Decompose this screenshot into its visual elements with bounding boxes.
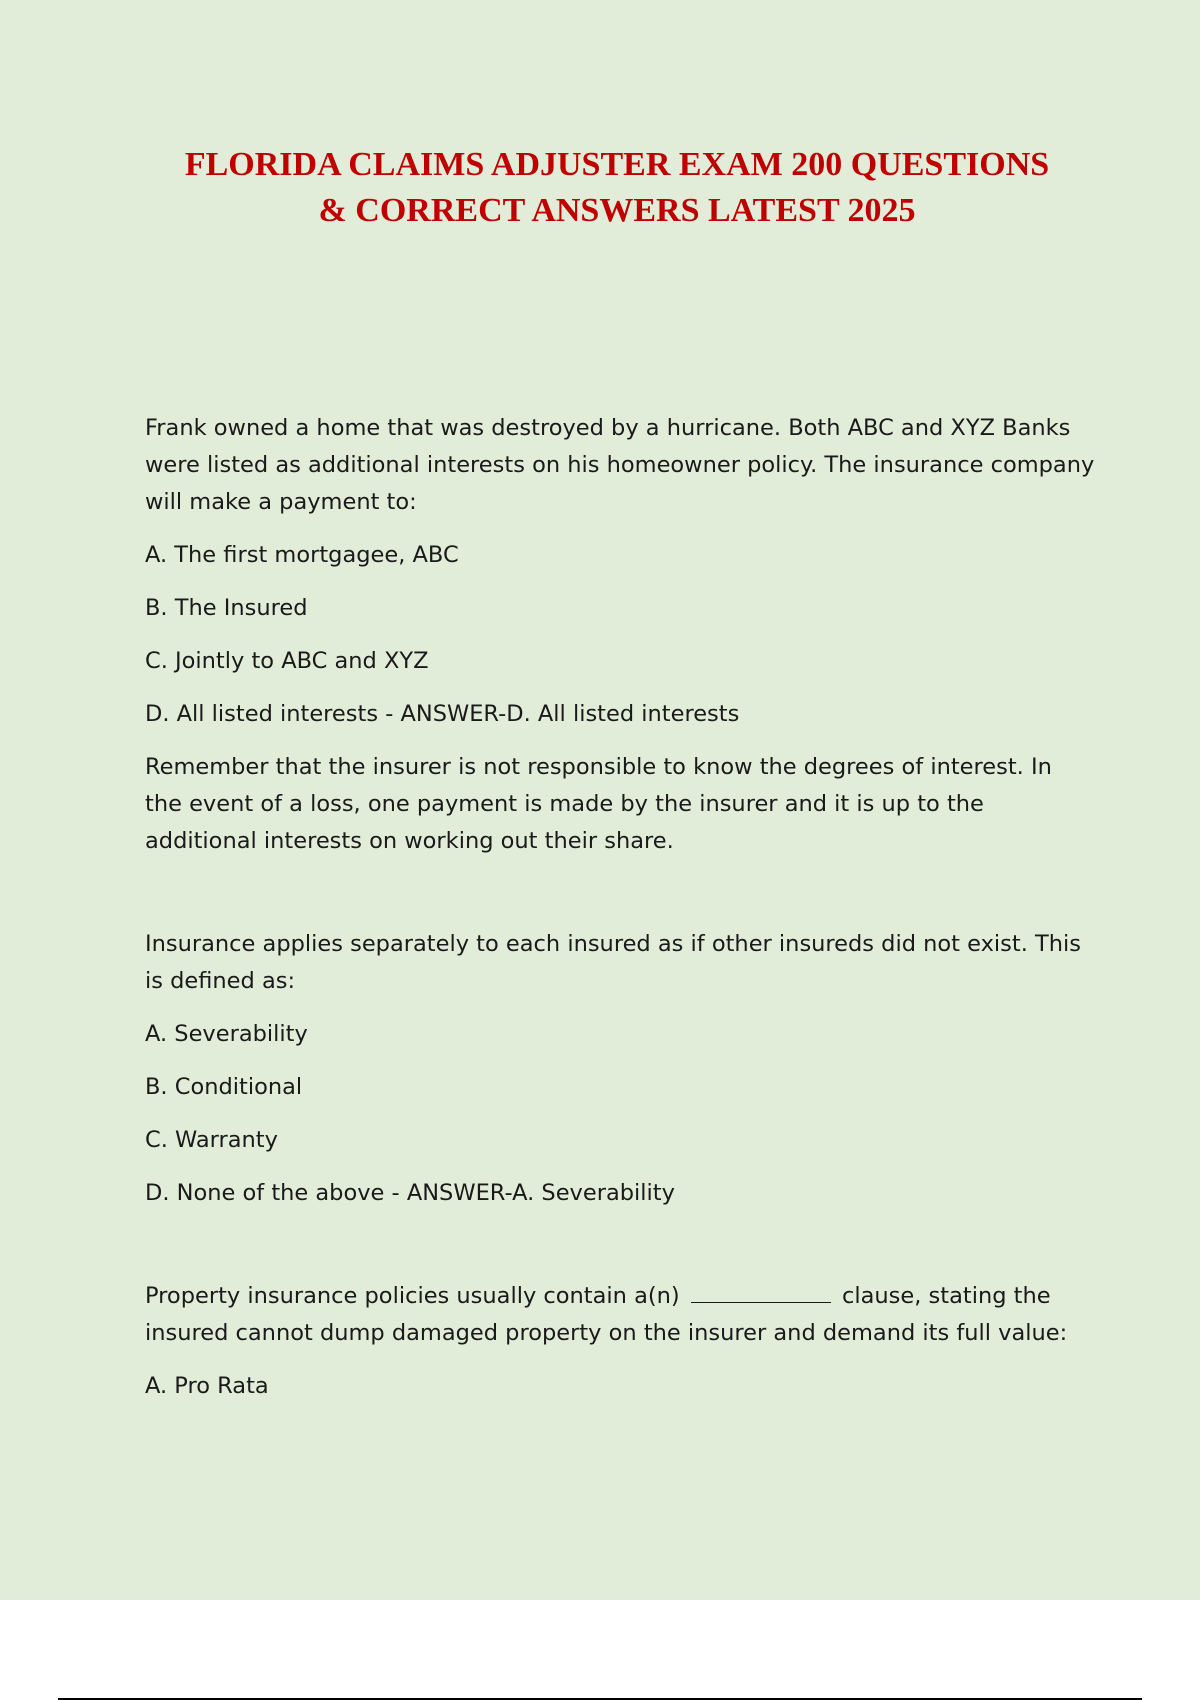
question-text bbox=[145, 1278, 1095, 1352]
question-block bbox=[145, 410, 1095, 860]
title-line-2: & CORRECT ANSWERS LATEST 2025 bbox=[318, 192, 916, 229]
question-text: Insurance applies separately to each insured as if other insureds did not exist. This is defined as: bbox=[145, 931, 1081, 994]
question-block bbox=[145, 1278, 1095, 1405]
question-text-end: clause, stating the insured cannot dump damaged property on the insurer and demand its full value: bbox=[145, 1283, 1068, 1346]
fill-in-blank bbox=[691, 1278, 831, 1303]
answer-option: A. The first mortgagee, ABC bbox=[145, 542, 459, 568]
document-title bbox=[0, 142, 1200, 234]
question-text: Frank owned a home that was destroyed by a hurricane. Both ABC and XYZ Banks were listed as additional interests on his homeowner policy. The insurance company will make a payment to: bbox=[145, 415, 1095, 515]
answer-option: B. Conditional bbox=[145, 1074, 303, 1100]
title-line-1: FLORIDA CLAIMS ADJUSTER EXAM 200 QUESTIONS bbox=[184, 146, 1050, 183]
answer-option: C. Warranty bbox=[145, 1127, 278, 1153]
answer-option: A. Severability bbox=[145, 1021, 308, 1047]
answer-option: D. None of the above - ANSWER-A. Severability bbox=[145, 1180, 675, 1206]
answer-option: D. All listed interests - ANSWER-D. All listed interests bbox=[145, 701, 740, 727]
question-text-start: Property insurance policies usually contain a(n) bbox=[145, 1283, 680, 1309]
explanation-text: Remember that the insurer is not responsible to know the degrees of interest. In the event of a loss, one payment is made by the insurer and it is up to the additional interests on working out their share. bbox=[145, 754, 1052, 854]
question-block bbox=[145, 926, 1095, 1212]
answer-option: B. The Insured bbox=[145, 595, 308, 621]
answer-option: A. Pro Rata bbox=[145, 1373, 269, 1399]
questions-body bbox=[145, 410, 1095, 1421]
answer-option: C. Jointly to ABC and XYZ bbox=[145, 648, 429, 674]
